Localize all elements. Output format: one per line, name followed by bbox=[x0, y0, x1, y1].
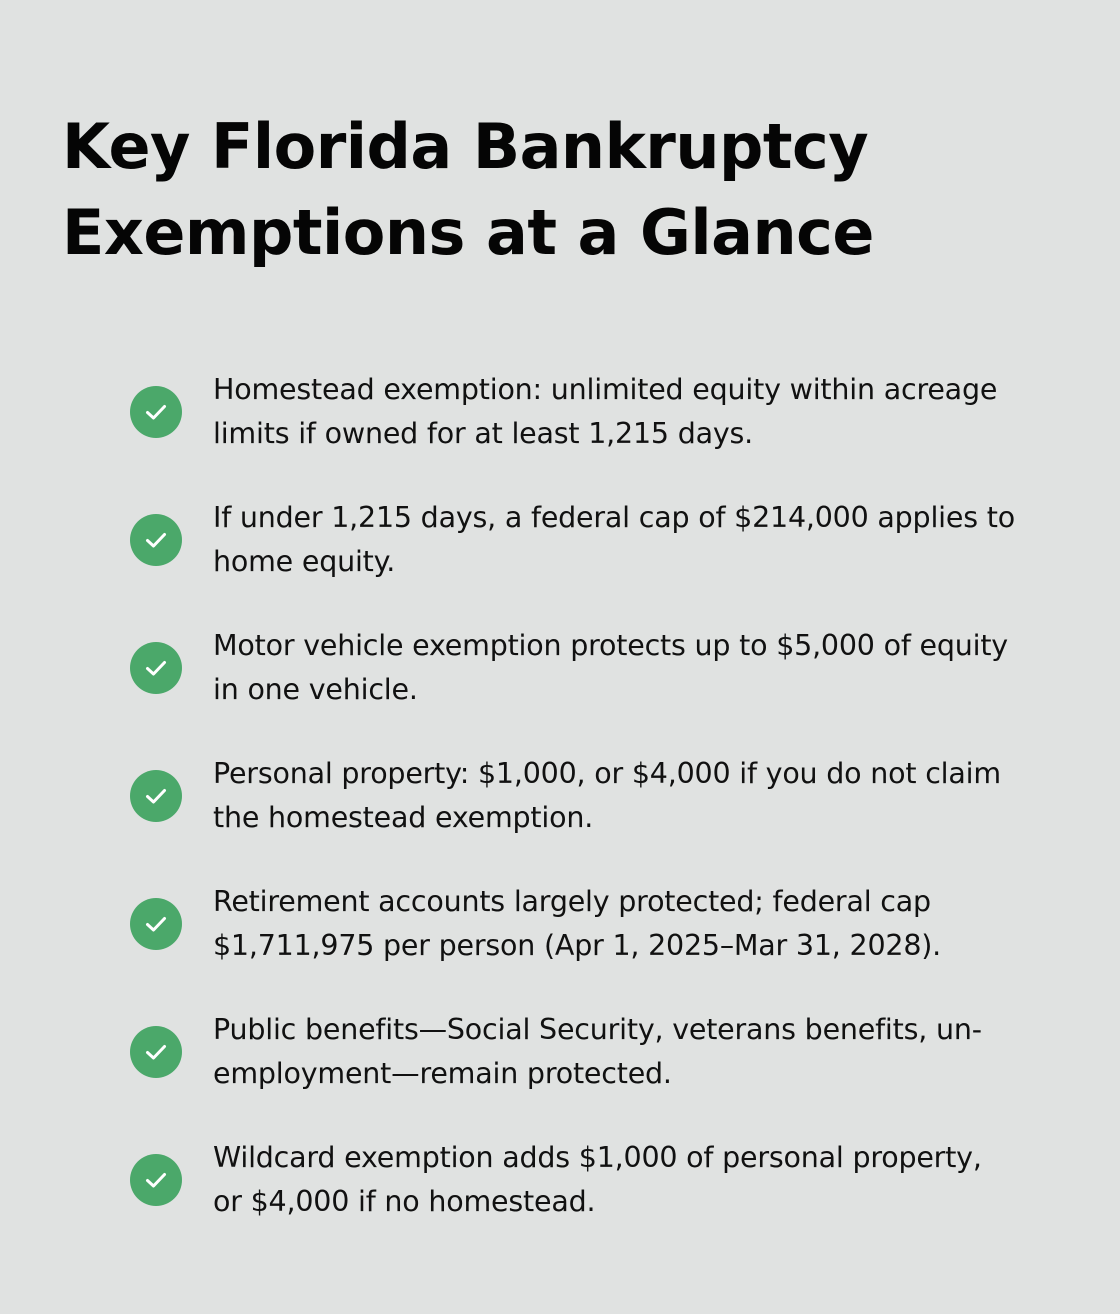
check-circle-icon bbox=[130, 514, 182, 566]
check-circle-icon bbox=[130, 898, 182, 950]
list-item bbox=[0, 494, 1120, 594]
list-item-text bbox=[213, 624, 1073, 712]
list-item bbox=[0, 1006, 1120, 1106]
list-item-line-1: Motor vehicle exemption protects up to $5,000 of equity bbox=[213, 629, 1008, 662]
list-item-line-2: in one vehicle. bbox=[213, 673, 418, 706]
list-item-line-2: or $4,000 if no homestead. bbox=[213, 1185, 596, 1218]
check-circle-icon bbox=[130, 770, 182, 822]
check-circle-icon bbox=[130, 386, 182, 438]
list-item-line-1: Homestead exemption: unlimited equity within acreage bbox=[213, 373, 998, 406]
list-item-line-2: employment—remain protected. bbox=[213, 1057, 672, 1090]
list-item bbox=[0, 1134, 1120, 1234]
check-circle-icon bbox=[130, 1154, 182, 1206]
list-item-line-1: If under 1,215 days, a federal cap of $214,000 applies to bbox=[213, 501, 1015, 534]
list-item bbox=[0, 622, 1120, 722]
list-item-line-2: $1,711,975 per person (Apr 1, 2025–Mar 31, 2028). bbox=[213, 929, 942, 962]
list-item bbox=[0, 750, 1120, 850]
title-line-2: Exemptions at a Glance bbox=[62, 196, 874, 269]
list-item-line-1: Public benefits—Social Security, veterans benefits, un- bbox=[213, 1013, 982, 1046]
title-line-1: Key Florida Bankruptcy bbox=[62, 110, 869, 183]
list-item-line-2: the homestead exemption. bbox=[213, 801, 594, 834]
list-item-line-1: Personal property: $1,000, or $4,000 if you do not claim bbox=[213, 757, 1001, 790]
page-title bbox=[62, 104, 1062, 276]
list-item bbox=[0, 878, 1120, 978]
check-circle-icon bbox=[130, 642, 182, 694]
list-item-text bbox=[213, 1136, 1073, 1224]
list-item-text bbox=[213, 1008, 1073, 1096]
list-item-line-2: home equity. bbox=[213, 545, 396, 578]
list-item-text bbox=[213, 752, 1073, 840]
list-item-text bbox=[213, 880, 1073, 968]
list-item-text bbox=[213, 368, 1073, 456]
check-circle-icon bbox=[130, 1026, 182, 1078]
list-item-text bbox=[213, 496, 1073, 584]
list-item-line-1: Wildcard exemption adds $1,000 of personal property, bbox=[213, 1141, 982, 1174]
list-item-line-2: limits if owned for at least 1,215 days. bbox=[213, 417, 754, 450]
list-item-line-1: Retirement accounts largely protected; federal cap bbox=[213, 885, 931, 918]
list-item bbox=[0, 366, 1120, 466]
